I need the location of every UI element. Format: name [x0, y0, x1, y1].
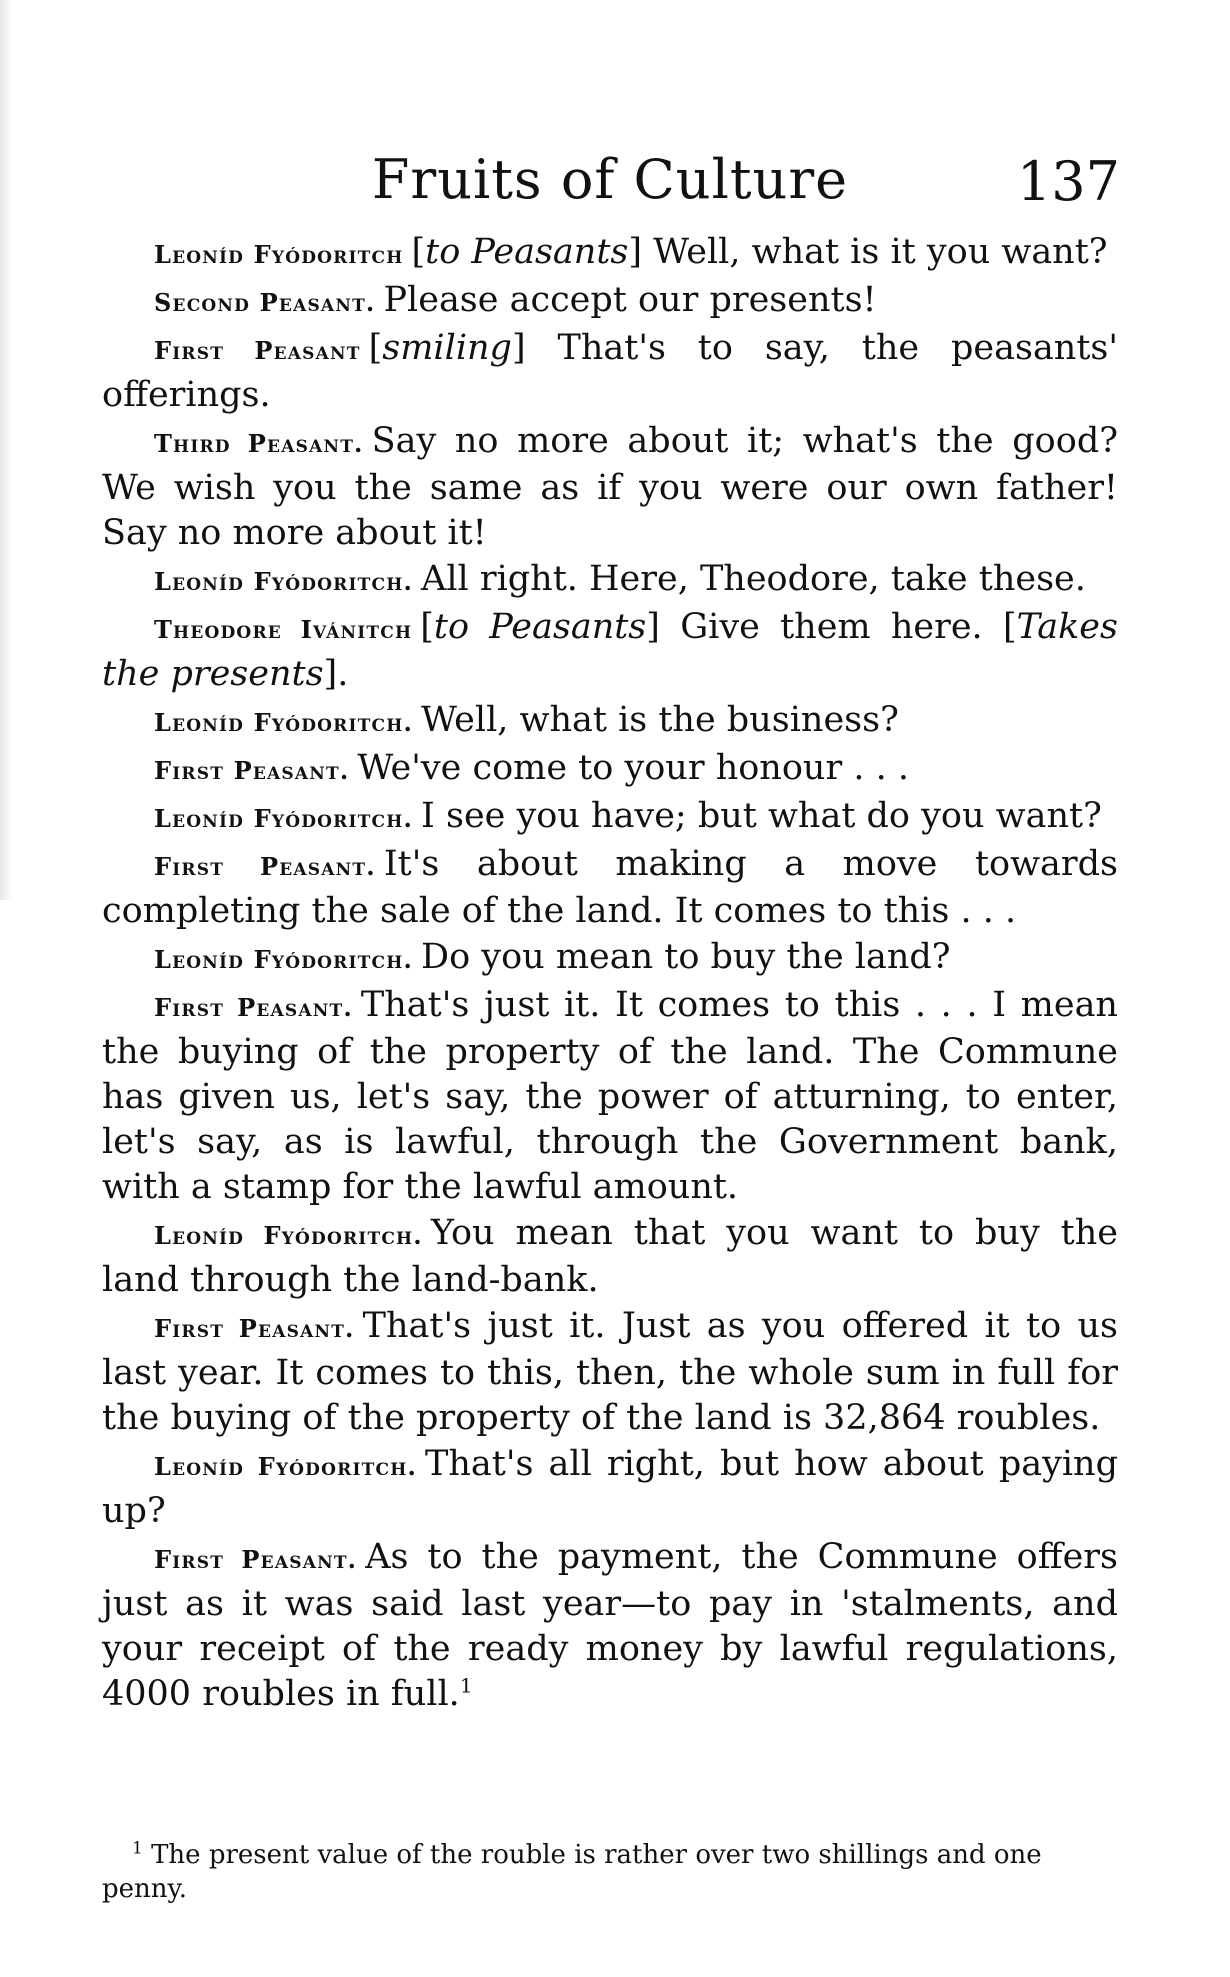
speech-16	[102, 1535, 1118, 1717]
speech-text: That's just it. It comes to this . . . I mean the buying of the property of the land. The Commune has given us, let's say, the power of atturning, to enter, let's say, as is lawful, through the Government bank, with a stamp for the lawful amount.	[102, 985, 1118, 1207]
speech-text: It's about making a move towards completing the sale of the land. It comes to this . . .	[102, 844, 1118, 931]
speaker-name: First Peasant.	[154, 993, 353, 1022]
speech-10	[102, 842, 1118, 934]
page-header	[100, 148, 1120, 218]
speech-text: Well, what is it you want?	[653, 232, 1108, 272]
speaker-name: Theodore Ivánitch	[154, 615, 413, 644]
speech-8	[102, 746, 1118, 793]
speech-text: That's to say, the peasants' offerings.	[102, 328, 1118, 415]
speaker-name: Leoníd Fyódoritch	[154, 240, 404, 269]
speech-13	[102, 1211, 1118, 1303]
speaker-name: Third Peasant.	[154, 429, 364, 458]
speech-text: I see you have; but what do you want?	[421, 796, 1102, 836]
speech-text: Do you mean to buy the land?	[421, 937, 951, 977]
speech-text: We've come to your honour . . .	[357, 748, 909, 788]
speech-3: First Peasant [smiling] That's to say, the peasants' offerings.	[102, 328, 1118, 415]
speech-12	[102, 983, 1118, 1210]
speech-9	[102, 794, 1118, 841]
stage-direction: smiling	[382, 328, 512, 368]
speech-text: You mean that you want to buy the land through the land-bank.	[102, 1213, 1118, 1300]
speaker-name: Leoníd Fyódoritch.	[154, 1452, 418, 1481]
footnote-reference[interactable]: 1	[459, 1673, 473, 1698]
speaker-name: Leoníd Fyódoritch.	[154, 567, 414, 596]
stage-direction-end: Takes the presents	[102, 607, 1118, 694]
footnote	[102, 1838, 1118, 1906]
page-edge-shadow	[0, 0, 12, 900]
speaker-name: Second Peasant.	[154, 288, 376, 317]
speech-5	[102, 557, 1118, 604]
speech-after: .	[337, 654, 349, 694]
speaker-name: First Peasant.	[154, 1545, 358, 1574]
speech-text: Well, what is the business?	[421, 700, 899, 740]
speaker-name: Leoníd Fyódoritch.	[154, 708, 414, 737]
speech-text: Give them here.	[680, 607, 983, 647]
footnote-mark: 1	[132, 1838, 143, 1859]
speech-text: That's just it. Just as you offered it to us last year. It comes to this, then, the whole sum in full for the buying of the property of the land is 32,864 roubles.	[102, 1306, 1118, 1438]
running-title: Fruits of Culture	[371, 148, 849, 211]
dialogue-body	[102, 230, 1118, 1718]
speech-6: Theodore Ivánitch [to Peasants] Give them here. [Takes the presents].	[102, 607, 1118, 694]
footnote-text: The present value of the rouble is rather over two shillings and one penny.	[102, 1840, 1042, 1904]
speaker-name: First Peasant.	[154, 1314, 355, 1343]
speech-14	[102, 1304, 1118, 1441]
speech-4	[102, 419, 1118, 556]
speech-11	[102, 935, 1118, 982]
speaker-name: Leoníd Fyódoritch.	[154, 1221, 423, 1250]
speaker-name: First Peasant.	[154, 756, 350, 785]
speech-text: Please accept our presents!	[383, 280, 877, 320]
stage-direction: to Peasants	[433, 607, 647, 647]
speech-text: That's all right, but how about paying up?	[102, 1444, 1119, 1531]
speaker-name: First Peasant	[154, 336, 361, 365]
speech-15	[102, 1442, 1118, 1534]
speech-text: All right. Here, Theodore, take these.	[421, 559, 1086, 599]
speech-text: As to the payment, the Commune offers just as it was said last year—to pay in 'stalments, and your receipt of the ready money by lawful regulations, 4000 roubles in full.	[102, 1537, 1118, 1714]
speaker-name: Leoníd Fyódoritch.	[154, 945, 414, 974]
speech-2	[102, 278, 1118, 325]
speaker-name: First Peasant.	[154, 852, 376, 881]
speaker-name: Leoníd Fyódoritch.	[154, 804, 414, 833]
speech-1: Leoníd Fyódoritch [to Peasants] Well, what is it you want?	[154, 232, 1108, 272]
speech-7	[102, 698, 1118, 745]
speech-text: Say no more about it; what's the good? We wish you the same as if you were our own father! Say no more about it!	[102, 421, 1118, 553]
stage-direction: to Peasants	[425, 232, 629, 272]
page-number: 137	[1016, 150, 1120, 213]
